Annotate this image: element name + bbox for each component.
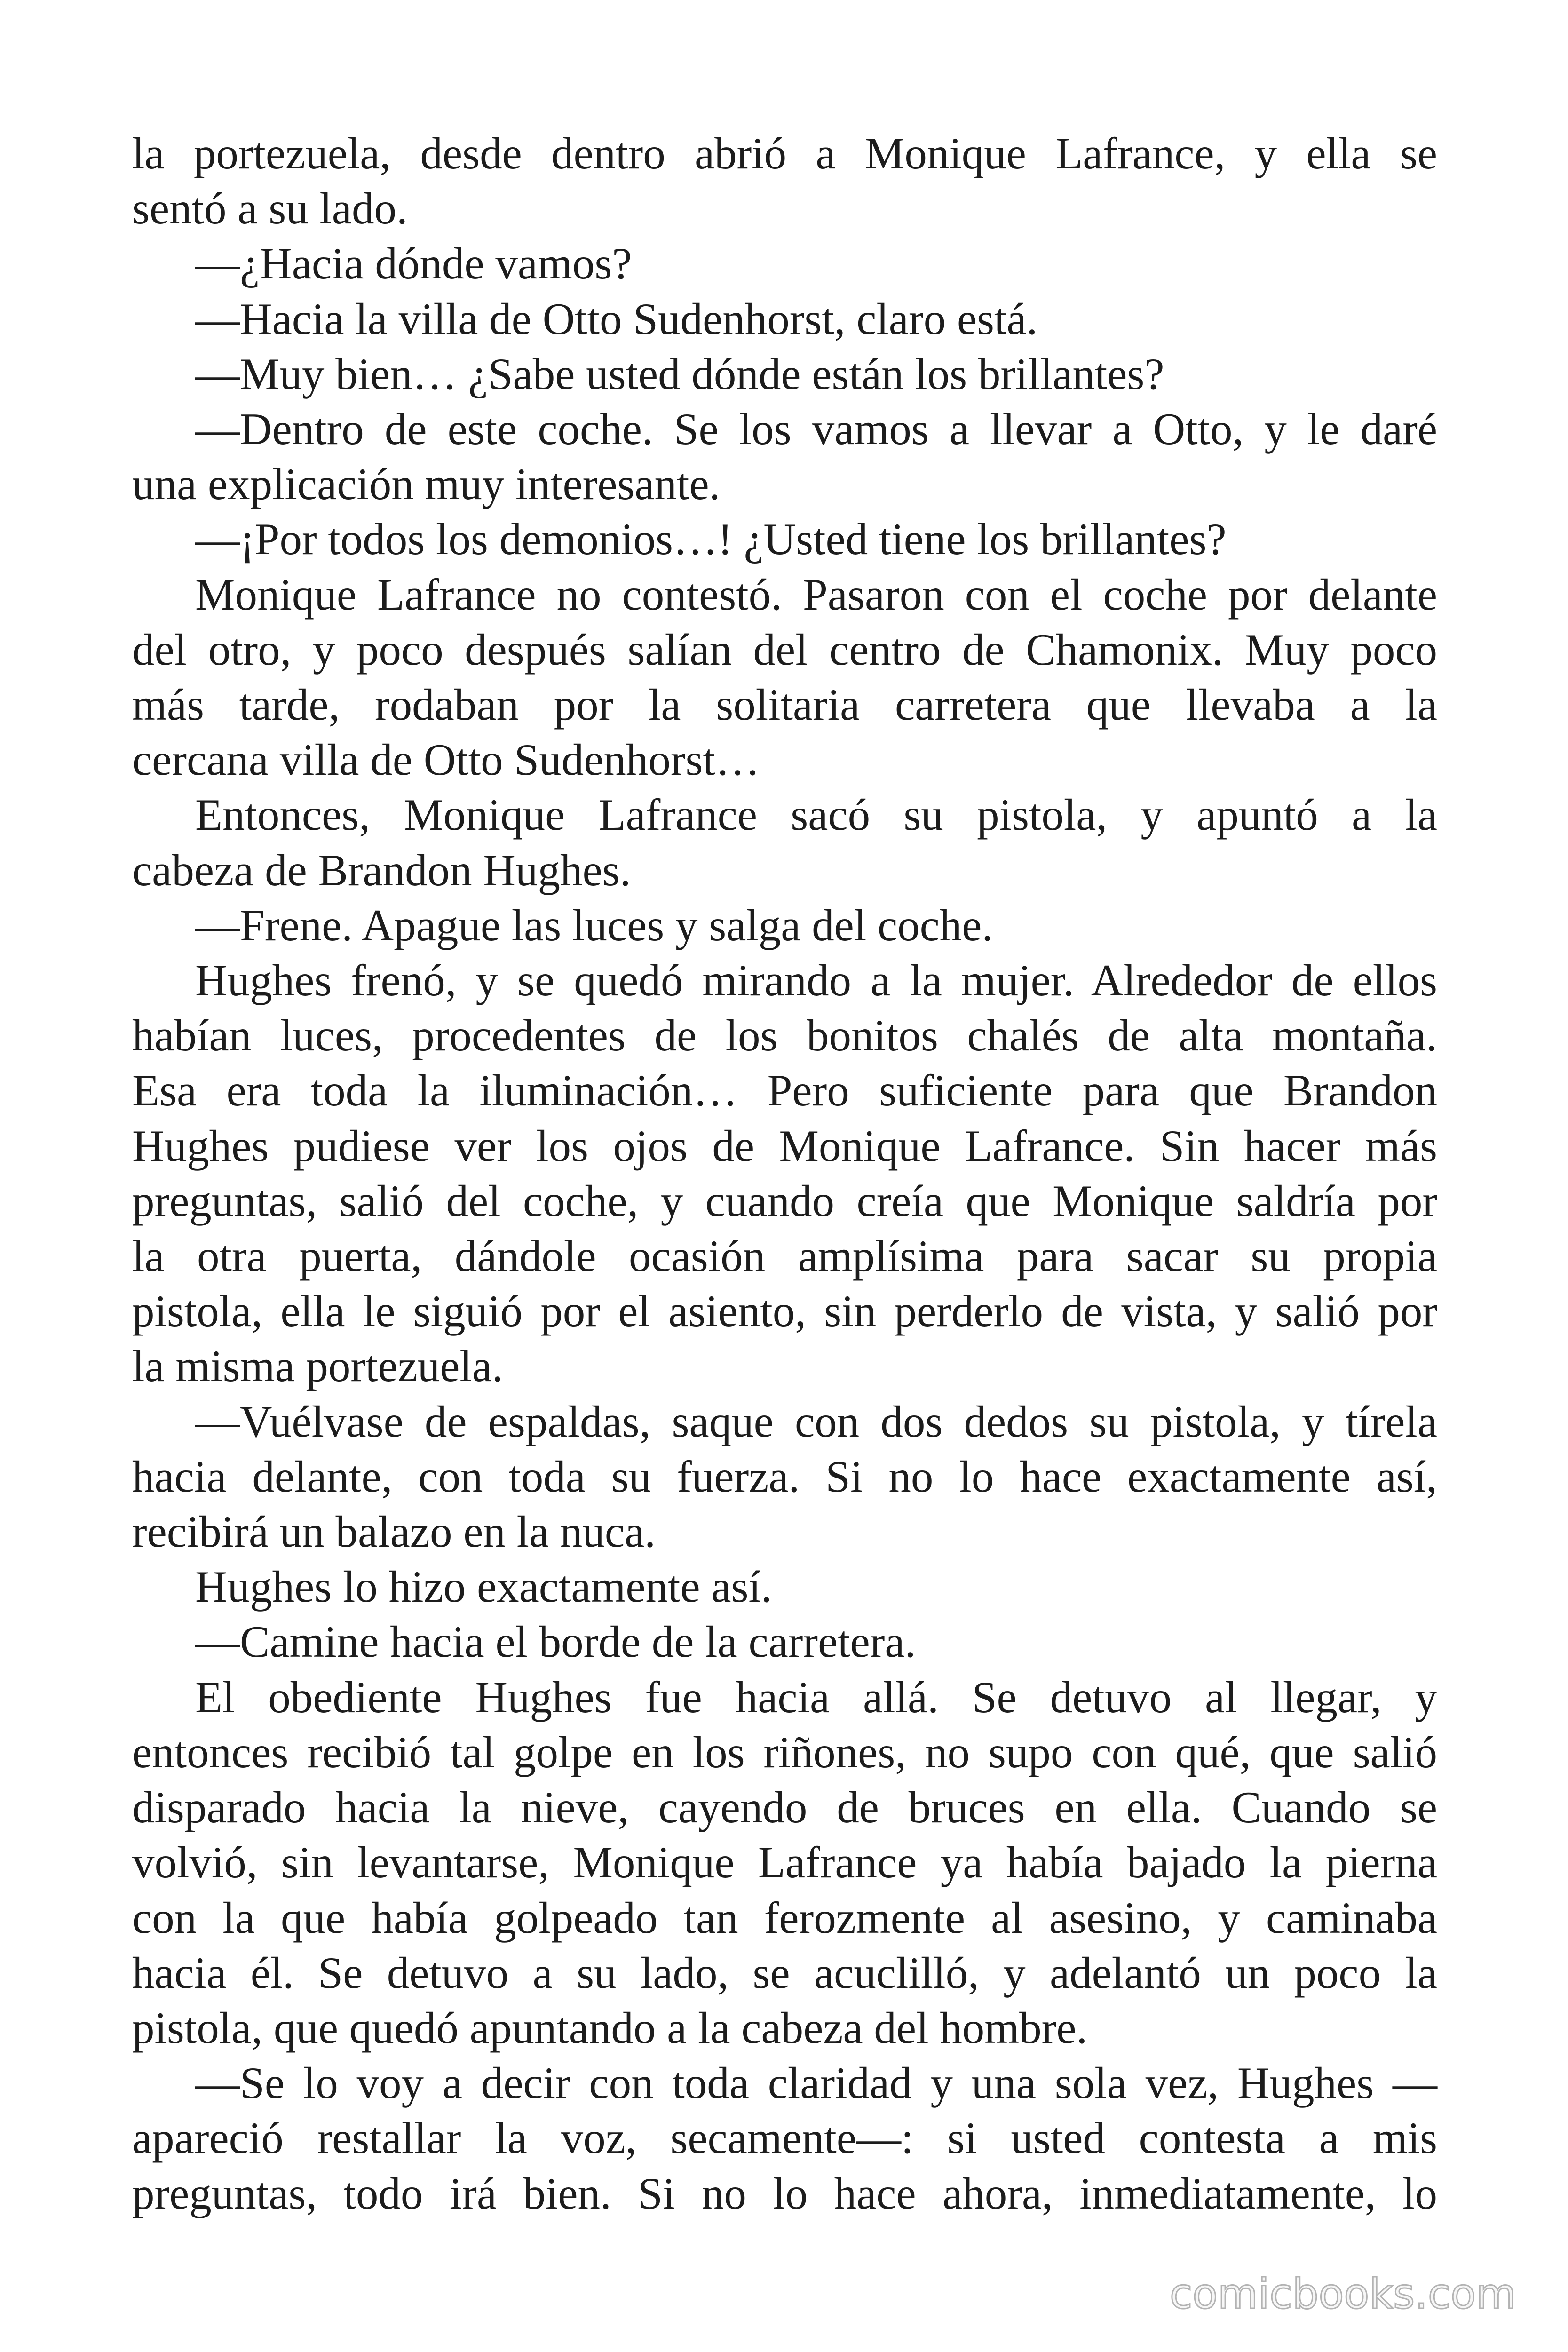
paragraph [132,1559,1437,1614]
text-line: —Hacia la villa de Otto Sudenhorst, claro está. [195,294,1038,344]
text-line: una explicación muy interesante. [132,459,721,509]
watermark: comicbooks.com [1169,2270,1516,2318]
text-line: —Vuélvase de espaldas, saque con dos dedos su pistola, y tírela [195,1396,1437,1446]
text-line: Hughes frenó, y se quedó mirando a la mujer. Alrededor de ellos [195,955,1437,1006]
text-line: disparado hacia la nieve, cayendo de bruces en ella. Cuando se [132,1782,1437,1833]
paragraph [132,1670,1437,2056]
text-line: —Frene. Apague las luces y salga del coche. [195,900,993,950]
paragraph [132,126,1437,236]
text-line: cercana villa de Otto Sudenhorst… [132,735,760,785]
text-line: —¿Hacia dónde vamos? [195,238,632,289]
paragraph [132,512,1437,567]
paragraph [132,347,1437,402]
text-line: hacia delante, con toda su fuerza. Si no lo hace exactamente así, [132,1451,1437,1502]
text-line: Entonces, Monique Lafrance sacó su pistola, y apuntó a la [195,790,1437,840]
paragraph [132,953,1437,1394]
text-line: —¡Por todos los demonios…! ¿Usted tiene los brillantes? [195,514,1227,564]
text-line: preguntas, salió del coche, y cuando creía que Monique saldría por [132,1176,1437,1226]
paragraph [132,236,1437,291]
text-line: pistola, ella le siguió por el asiento, sin perderlo de vista, y salió por [132,1286,1437,1336]
text-line: la portezuela, desde dentro abrió a Monique Lafrance, y ella se [132,128,1437,178]
text-line: más tarde, rodaban por la solitaria carretera que llevaba a la [132,680,1437,730]
paragraph [132,402,1437,512]
text-line: recibirá un balazo en la nuca. [132,1507,656,1557]
text-line: —Muy bien… ¿Sabe usted dónde están los brillantes? [195,349,1164,399]
text-line: —Se lo voy a decir con toda claridad y una sola vez, Hughes — [195,2058,1437,2108]
paragraph [132,2056,1437,2221]
text-line: del otro, y poco después salían del centro de Chamonix. Muy poco [132,624,1437,675]
paragraph [132,787,1437,898]
text-line: Hughes lo hizo exactamente así. [195,1562,772,1612]
text-line: —Camine hacia el borde de la carretera. [195,1617,916,1667]
paragraph [132,567,1437,788]
text-line: con la que había golpeado tan ferozmente al asesino, y caminaba [132,1892,1437,1943]
paragraph [132,292,1437,347]
text-line: apareció restallar la voz, secamente—: si usted contesta a mis [132,2113,1437,2163]
paragraph [132,898,1437,953]
paragraph [132,1614,1437,1669]
text-line: hacia él. Se detuvo a su lado, se acuclilló, y adelantó un poco la [132,1947,1437,1998]
page-body-text [132,126,1437,2221]
text-line: preguntas, todo irá bien. Si no lo hace ahora, inmediatamente, lo [132,2168,1437,2218]
text-line: la misma portezuela. [132,1341,503,1391]
text-line: —Dentro de este coche. Se los vamos a llevar a Otto, y le daré [195,404,1437,454]
text-line: El obediente Hughes fue hacia allá. Se detuvo al llegar, y [195,1672,1437,1722]
text-line: habían luces, procedentes de los bonitos chalés de alta montaña. [132,1010,1437,1061]
text-line: Esa era toda la iluminación… Pero suficiente para que Brandon [132,1065,1437,1116]
text-line: sentó a su lado. [132,183,408,234]
paragraph [132,1394,1437,1560]
text-line: Monique Lafrance no contestó. Pasaron con el coche por delante [195,569,1437,620]
text-line: pistola, que quedó apuntando a la cabeza del hombre. [132,2002,1088,2053]
text-line: cabeza de Brandon Hughes. [132,845,631,895]
text-line: volvió, sin levantarse, Monique Lafrance ya había bajado la pierna [132,1837,1437,1888]
text-line: la otra puerta, dándole ocasión amplísima para sacar su propia [132,1231,1437,1281]
text-line: Hughes pudiese ver los ojos de Monique Lafrance. Sin hacer más [132,1120,1437,1171]
text-line: entonces recibió tal golpe en los riñones, no supo con qué, que salió [132,1727,1437,1777]
